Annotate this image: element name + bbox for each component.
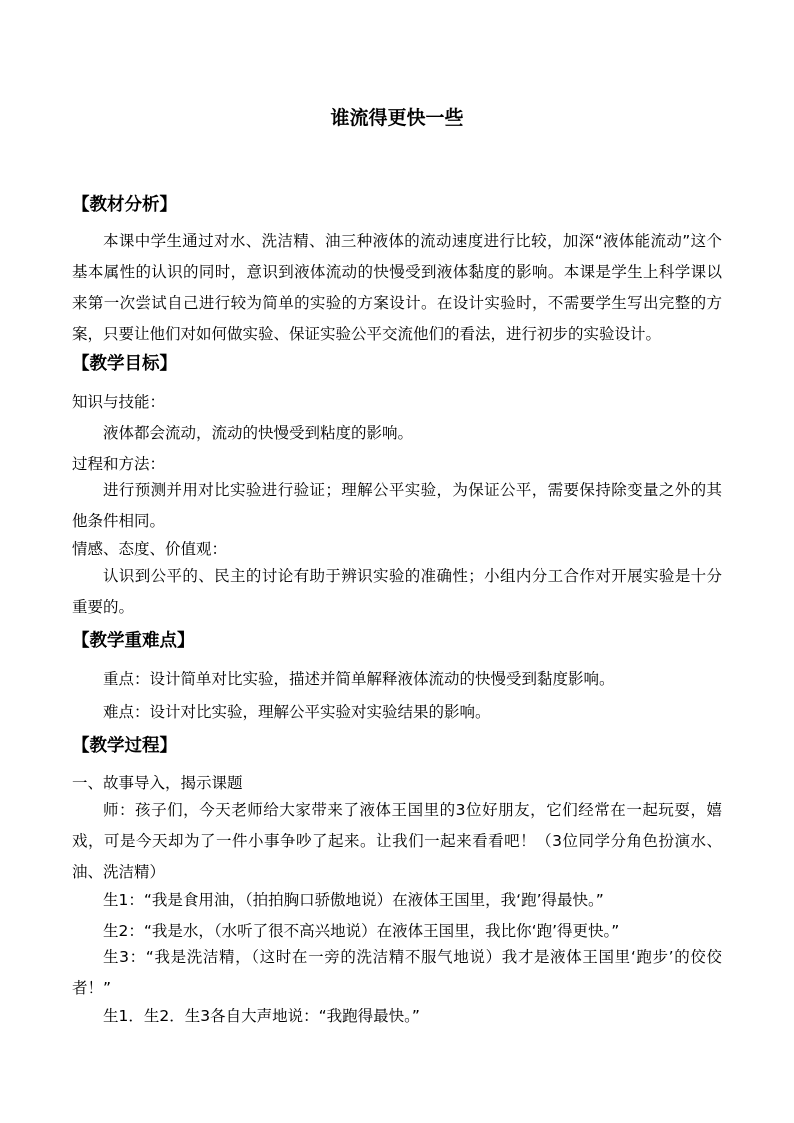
teacher-dialogue: 师：孩子们，今天老师给大家带来了液体王国里的3位好朋友，它们经常在一起玩耍，嬉戏，可是今天却为了一件小事争吵了起来。让我们一起来看看吧！（3位同学分角色扮演水、油、洗洁精） bbox=[72, 801, 722, 881]
emotion-text: 认识到公平的、民主的讨论有助于辨识实验的准确性；小组内分工合作对开展实验是十分重要的。 bbox=[72, 567, 722, 616]
knowledge-text: 液体都会流动，流动的快慢受到粘度的影响。 bbox=[103, 424, 414, 442]
section-heading-process: 【教学过程】 bbox=[72, 736, 177, 756]
process-text: 进行预测并用对比实验进行验证；理解公平实验，为保证公平，需要保持除变量之外的其他条件相同。 bbox=[72, 481, 722, 530]
analysis-paragraph: 本课中学生通过对水、洗洁精、油三种液体的流动速度进行比较，加深“液体能流动”这个基本属性的认识的同时，意识到液体流动的快慢受到液体黏度的影响。本课是学生上科学课以来第一次尝试自己进行较为简单的实验的方案设计。在设计实验时，不需要学生写出完整的方案，只要让他们对如何做实验、保证实验公平交流他们的看法，进行初步的实验设计。 bbox=[72, 232, 722, 343]
emotion-label: 情感、态度、价值观： bbox=[72, 540, 228, 558]
key-point: 重点：设计简单对比实验，描述并简单解释液体流动的快慢受到黏度影响。 bbox=[103, 670, 615, 688]
student3-dialogue: 生3：“我是洗洁精，（这时在一旁的洗洁精不服气地说）我才是液体王国里‘跑步’的佼佼者！” bbox=[72, 948, 722, 997]
section-heading-analysis: 【教材分析】 bbox=[72, 195, 177, 215]
knowledge-label: 知识与技能： bbox=[72, 393, 166, 411]
student2-dialogue: 生2：“我是水，（水听了很不高兴地说）在液体王国里，我比你‘跑’得更快。” bbox=[103, 922, 620, 940]
all-students-dialogue: 生1．生2．生3各自大声地说：“我跑得最快。” bbox=[103, 1007, 420, 1025]
section-heading-goals: 【教学目标】 bbox=[72, 354, 177, 374]
document-title: 谁流得更快一些 bbox=[330, 107, 464, 129]
process-step-1: 一、故事导入，揭示课题 bbox=[72, 774, 243, 792]
difficulty-point: 难点：设计对比实验，理解公平实验对实验结果的影响。 bbox=[103, 703, 491, 721]
student1-dialogue: 生1：“我是食用油，（拍拍胸口骄傲地说）在液体王国里，我‘跑’得最快。” bbox=[103, 891, 604, 909]
section-heading-keypoints: 【教学重难点】 bbox=[72, 631, 195, 651]
process-label: 过程和方法： bbox=[72, 455, 166, 473]
